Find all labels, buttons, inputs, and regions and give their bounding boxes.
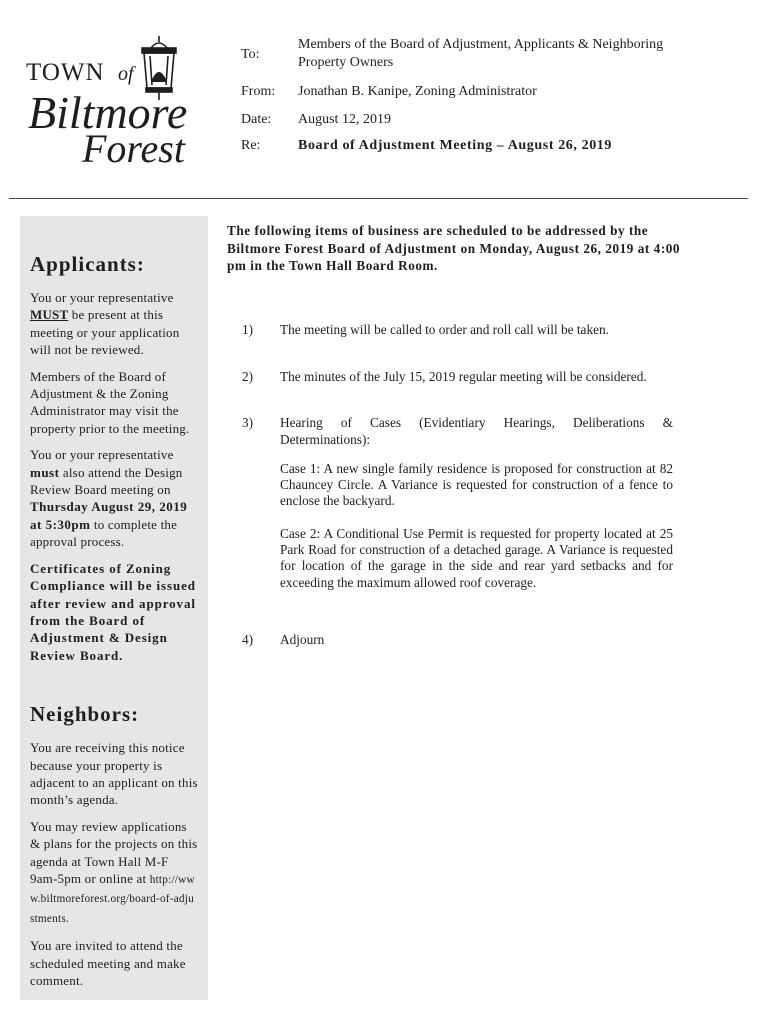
logo-biltmore-text: Biltmore <box>28 87 188 138</box>
sidebar <box>20 216 208 1000</box>
agenda-item-text: Hearing of Cases (Evidentiary Hearings, Deliberations & Determinations): <box>280 415 673 447</box>
applicants-p1-must: MUST <box>30 307 69 323</box>
applicants-p1-post: be present at this meeting or your application will not be reviewed. <box>30 307 180 358</box>
applicants-paragraph-1 <box>30 289 198 359</box>
memo-from-label: From: <box>241 84 276 99</box>
case-2: Case 2: A Conditional Use Permit is requested for property located at 25 Park Road for construction of a detached garage. A Variance is requested for location of the garage in the side and rear yard setbacks and for exceeding the maximum allowed roof coverage. <box>280 526 673 590</box>
neighbors-paragraph-1: You are receiving this notice because your property is adjacent to an applicant on this month’s agenda. <box>30 740 198 808</box>
applicants-p3-post: to complete the approval process. <box>30 516 178 550</box>
memo-to-label: To: <box>241 47 260 62</box>
memo-from-value: Jonathan B. Kanipe, Zoning Administrator <box>298 84 537 99</box>
agenda-item-number: 3) <box>242 415 254 430</box>
memo-date-label: Date: <box>241 112 272 127</box>
memo-to-value: Members of the Board of Adjustment, Applicants & Neighboring Property Owners <box>298 37 664 70</box>
applicants-paragraph-2: Members of the Board of Adjustment & the Zoning Administrator may visit the property prior to the meeting. <box>30 368 190 436</box>
logo-town-text: TOWN <box>26 59 105 86</box>
agenda-item-text: The minutes of the July 15, 2019 regular meeting will be considered. <box>280 369 647 384</box>
agenda-item-number: 1) <box>242 322 254 337</box>
town-logo <box>20 30 200 175</box>
neighbors-heading: Neighbors: <box>30 702 140 727</box>
header-divider <box>9 198 748 199</box>
neighbors-paragraph-3: You are invited to attend the scheduled meeting and make comment. <box>30 938 186 988</box>
logo-forest-text: Forest <box>82 126 185 171</box>
agenda-item-text: Adjourn <box>280 632 325 647</box>
agenda-item-number: 2) <box>242 369 254 384</box>
applicants-paragraph-3 <box>30 446 198 550</box>
memo-to-row <box>241 36 681 76</box>
neighbors-paragraph-2 <box>30 818 198 928</box>
logo-of-text: of <box>118 63 134 85</box>
applicants-p3-pre: You or your representative <box>30 447 174 463</box>
neighbors-url-link[interactable]: http://www.biltmoreforest.org/board-of-adjustments. <box>30 873 195 925</box>
applicants-heading: Applicants: <box>30 252 145 276</box>
case-1: Case 1: A new single family residence is proposed for construction at 82 Chauncey Circle. A Variance is requested for construction of a fence to enclose the backyard. <box>280 461 673 509</box>
agenda-item-number: 4) <box>242 632 254 647</box>
applicants-p3-must: must <box>30 464 60 480</box>
applicants-p1-pre: You or your representative <box>30 290 174 305</box>
agenda-item-text: The meeting will be called to order and roll call will be taken. <box>280 322 609 337</box>
applicants-paragraph-4: Certificates of Zoning Compliance will be issued after review and approval from the Board of Adjustment & Design Review Board. <box>30 560 196 663</box>
applicants-p3-mid: also attend the Design Review Board meeting on <box>30 464 183 498</box>
neighbors-p2-pre: You may review applications & plans for the projects on this agenda at Town Hall M-F 9am-5pm or online at <box>30 818 198 886</box>
memo-re-label: Re: <box>241 138 261 153</box>
intro-paragraph: The following items of business are scheduled to be addressed by the Biltmore Forest Board of Adjustment on Monday, August 26, 2019 at 4:00 pm in the Town Hall Board Room. <box>227 223 681 273</box>
applicants-p3-date: Thursday August 29, 2019 at 5:30pm <box>30 499 188 532</box>
memo-re-value: Board of Adjustment Meeting – August 26, 2019 <box>298 138 613 153</box>
main-content <box>227 222 685 275</box>
memo-date-value: August 12, 2019 <box>298 112 391 127</box>
